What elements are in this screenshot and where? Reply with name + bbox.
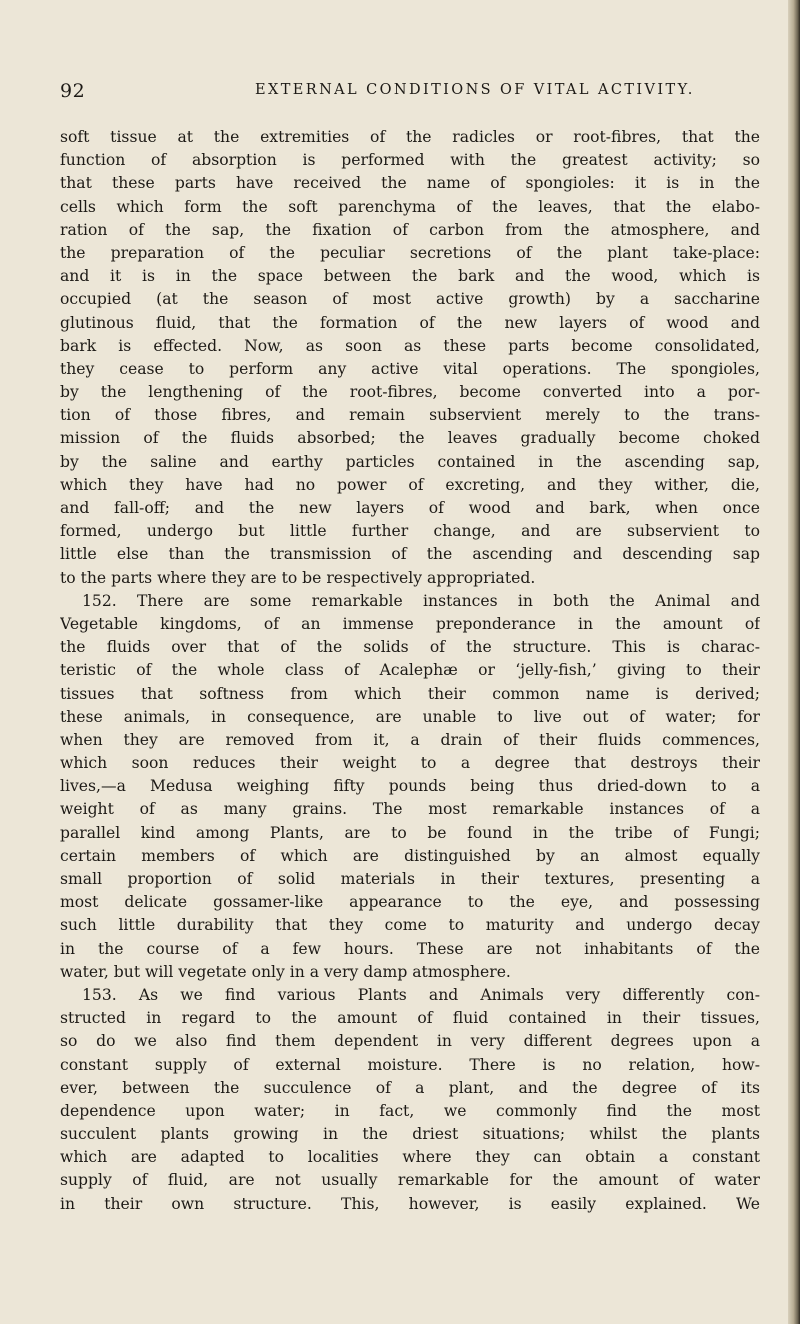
text-line: supply of fluid, are not usually remarkable for the amount of water	[60, 1171, 760, 1190]
text-line: occupied (at the season of most active growth) by a saccharine	[60, 290, 760, 309]
text-line: 152. There are some remarkable instances in both the Animal and	[82, 591, 760, 610]
text-line: water, but will vegetate only in a very damp atmosphere.	[60, 962, 511, 981]
text-line: by the saline and earthy particles contained in the ascending sap,	[60, 452, 760, 471]
text-line: soft tissue at the extremities of the radicles or root-fibres, that the	[60, 128, 760, 146]
text-line: weight of as many grains. The most remarkable instances of a	[60, 800, 760, 819]
text-line: constant supply of external moisture. There is no relation, how-	[60, 1055, 760, 1074]
text-line: and it is in the space between the bark and the wood, which is	[60, 267, 760, 286]
text-line: in the course of a few hours. These are not inhabitants of the	[60, 939, 760, 958]
text-line: and fall-off; and the new layers of wood and bark, when once	[60, 499, 760, 517]
text-line: which soon reduces their weight to a degree that destroys their	[60, 754, 760, 773]
text-line: little else than the transmission of the ascending and descending sap	[60, 545, 760, 564]
text-line: bark is effected. Now, as soon as these parts become consolidated,	[60, 336, 760, 355]
text-line: so do we also find them dependent in very different degrees upon a	[60, 1032, 760, 1051]
text-line: that these parts have received the name of spongioles: it is in the	[60, 174, 760, 193]
text-line: 153. As we find various Plants and Animals very differently con-	[82, 985, 760, 1004]
text-line: they cease to perform any active vital operations. The spongioles,	[60, 359, 760, 378]
text-line: in their own structure. This, however, is easily explained. We	[60, 1194, 760, 1213]
text-line: which they have had no power of excreting, and they wither, die,	[60, 475, 760, 494]
text-line: certain members of which are distinguished by an almost equally	[60, 846, 760, 865]
text-line: the preparation of the peculiar secretions of the plant take-place:	[60, 243, 760, 262]
text-line: formed, undergo but little further change, and are subservient to	[60, 522, 760, 541]
running-head: EXTERNAL CONDITIONS OF VITAL ACTIVITY.	[255, 82, 695, 98]
text-line: dependence upon water; in fact, we commonly find the most	[60, 1101, 760, 1120]
text-line: structed in regard to the amount of fluid contained in their tissues,	[60, 1009, 760, 1028]
text-line: such little durability that they come to maturity and undergo decay	[60, 916, 760, 935]
text-line: ration of the sap, the fixation of carbon from the atmosphere, and	[60, 220, 760, 239]
text-line: which are adapted to localities where they can obtain a constant	[60, 1148, 760, 1167]
text-line: glutinous fluid, that the formation of the new layers of wood and	[60, 313, 760, 332]
body-text	[60, 126, 760, 1216]
text-line: tissues that softness from which their common name is derived;	[60, 684, 760, 703]
text-line: these animals, in consequence, are unable to live out of water; for	[60, 707, 760, 726]
text-line: most delicate gossamer-like appearance to the eye, and possessing	[60, 893, 760, 912]
text-line: mission of the fluids absorbed; the leaves gradually become choked	[60, 429, 760, 448]
text-line: small proportion of solid materials in their textures, presenting a	[60, 870, 760, 888]
text-line: succulent plants growing in the driest situations; whilst the plants	[60, 1125, 760, 1144]
text-line: the fluids over that of the solids of the structure. This is charac-	[60, 638, 760, 657]
page-number: 92	[60, 80, 86, 102]
text-line: ever, between the succulence of a plant, and the degree of its	[60, 1078, 760, 1097]
page-edge-shadow	[788, 0, 800, 1324]
text-line: lives,—a Medusa weighing fifty pounds being thus dried-down to a	[60, 777, 760, 796]
text-line: tion of those fibres, and remain subservient merely to the trans-	[60, 406, 760, 425]
text-line: when they are removed from it, a drain of their fluids commences,	[60, 730, 760, 749]
text-line: cells which form the soft parenchyma of the leaves, that the elabo-	[60, 197, 760, 216]
text-line: teristic of the whole class of Acalephæ or ‘jelly-fish,’ giving to their	[60, 661, 760, 680]
page-header	[60, 80, 760, 108]
text-line: by the lengthening of the root-fibres, become converted into a por-	[60, 383, 760, 402]
text-line: to the parts where they are to be respectively appropriated.	[60, 568, 536, 587]
text-line: parallel kind among Plants, are to be found in the tribe of Fungi;	[60, 823, 760, 842]
text-line: Vegetable kingdoms, of an immense preponderance in the amount of	[60, 614, 760, 633]
text-line: function of absorption is performed with the greatest activity; so	[60, 151, 760, 170]
